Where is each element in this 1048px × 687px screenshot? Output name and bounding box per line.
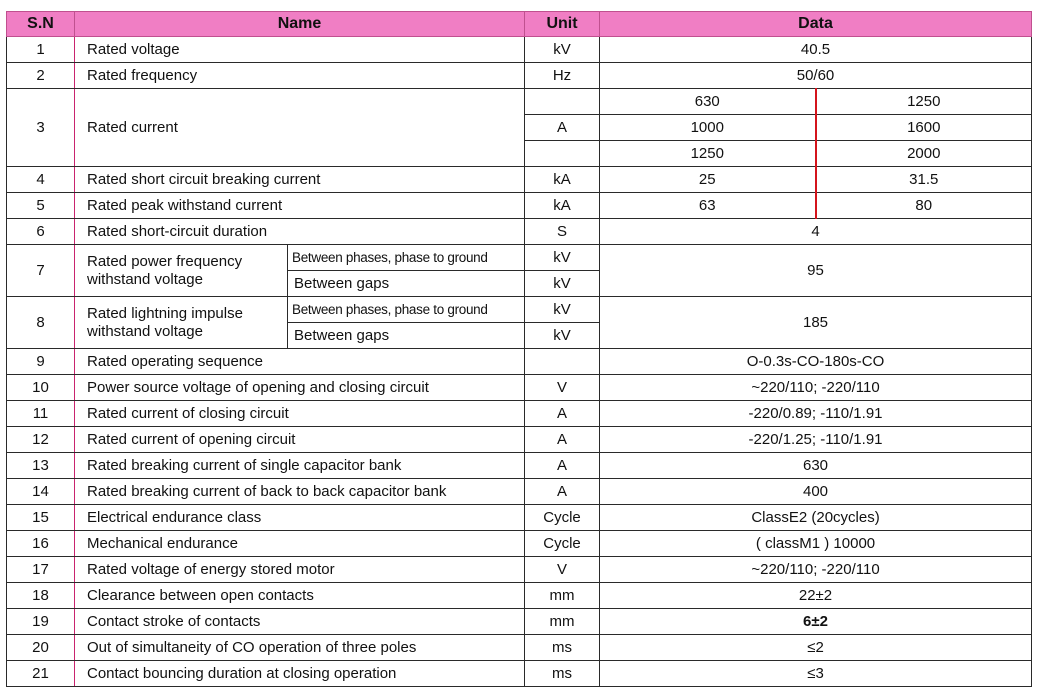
row-data: ( classM1 ) 10000: [600, 531, 1032, 557]
row-unit-empty: [525, 89, 600, 115]
row-sn: 2: [7, 63, 75, 89]
table-row: [7, 349, 1032, 375]
table-row: [7, 89, 1032, 115]
row-data: ClassE2 (20cycles): [600, 505, 1032, 531]
row-subname: Between phases, phase to ground: [288, 297, 525, 323]
header-sn: S.N: [7, 12, 75, 37]
row-unit: [525, 349, 600, 375]
row-unit-empty: [525, 141, 600, 167]
table-row: [7, 219, 1032, 245]
table-row: [7, 375, 1032, 401]
row-unit: A: [525, 453, 600, 479]
row-unit: A: [525, 427, 600, 453]
row-name: Rated current of closing circuit: [75, 401, 525, 427]
row-unit: ms: [525, 661, 600, 687]
row-data: ≤3: [600, 661, 1032, 687]
row-unit: kV: [525, 323, 600, 349]
row-data-left: 25: [600, 167, 816, 193]
row-unit: V: [525, 375, 600, 401]
table-row: [7, 505, 1032, 531]
row-sn: 6: [7, 219, 75, 245]
row-subname: Between gaps: [288, 323, 525, 349]
row-name: Rated breaking current of back to back capacitor bank: [75, 479, 525, 505]
row-data-left: 1000: [600, 115, 816, 141]
row-sn: 4: [7, 167, 75, 193]
row-name: Rated peak withstand current: [75, 193, 525, 219]
row-unit: A: [525, 115, 600, 141]
row-data: ~220/110; -220/110: [600, 375, 1032, 401]
row-name: Rated current: [75, 89, 525, 167]
row-sn: 13: [7, 453, 75, 479]
row-sn: 15: [7, 505, 75, 531]
row-data-right: 1600: [816, 115, 1032, 141]
row-unit: kV: [525, 297, 600, 323]
row-unit: A: [525, 401, 600, 427]
row-name: Rated operating sequence: [75, 349, 525, 375]
row-sn: 17: [7, 557, 75, 583]
row-name: Electrical endurance class: [75, 505, 525, 531]
row-unit: V: [525, 557, 600, 583]
specs-table: [6, 11, 1032, 687]
row-data: 6±2: [600, 609, 1032, 635]
row-data-right: 31.5: [816, 167, 1032, 193]
row-name: Rated current of opening circuit: [75, 427, 525, 453]
row-unit: S: [525, 219, 600, 245]
row-data: 95: [600, 245, 1032, 297]
row-data-left: 1250: [600, 141, 816, 167]
table-row: [7, 453, 1032, 479]
row-unit: kV: [525, 271, 600, 297]
row-name: Rated voltage of energy stored motor: [75, 557, 525, 583]
row-data-right: 1250: [816, 89, 1032, 115]
row-sn: 8: [7, 297, 75, 349]
table-row: [7, 531, 1032, 557]
table-row: [7, 297, 1032, 323]
row-data: 22±2: [600, 583, 1032, 609]
row-data: -220/0.89; -110/1.91: [600, 401, 1032, 427]
table-row: [7, 479, 1032, 505]
row-name: Rated short-circuit duration: [75, 219, 525, 245]
row-name: Rated short circuit breaking current: [75, 167, 525, 193]
row-data: O-0.3s-CO-180s-CO: [600, 349, 1032, 375]
row-name: Contact stroke of contacts: [75, 609, 525, 635]
table-row: [7, 427, 1032, 453]
row-unit: kV: [525, 245, 600, 271]
row-unit: mm: [525, 609, 600, 635]
row-data: 4: [600, 219, 1032, 245]
row-name: Clearance between open contacts: [75, 583, 525, 609]
row-sn: 1: [7, 37, 75, 63]
row-data: 630: [600, 453, 1032, 479]
table-row: [7, 63, 1032, 89]
row-sn: 16: [7, 531, 75, 557]
row-subname: Between gaps: [288, 271, 525, 297]
row-name: Rated frequency: [75, 63, 525, 89]
row-sn: 3: [7, 89, 75, 167]
row-name: Contact bouncing duration at closing operation: [75, 661, 525, 687]
row-name: Rated voltage: [75, 37, 525, 63]
row-unit: A: [525, 479, 600, 505]
row-data-right: 2000: [816, 141, 1032, 167]
header-row: [7, 12, 1032, 37]
table-row: [7, 557, 1032, 583]
table-row: [7, 609, 1032, 635]
row-sn: 10: [7, 375, 75, 401]
row-sn: 9: [7, 349, 75, 375]
row-unit: mm: [525, 583, 600, 609]
table-row: [7, 37, 1032, 63]
row-name: Rated breaking current of single capacitor bank: [75, 453, 525, 479]
row-unit: Cycle: [525, 531, 600, 557]
row-data: 185: [600, 297, 1032, 349]
table-row: [7, 661, 1032, 687]
row-sn: 11: [7, 401, 75, 427]
table-row: [7, 245, 1032, 271]
row-data: 40.5: [600, 37, 1032, 63]
row-data-left: 630: [600, 89, 816, 115]
row-subname: Between phases, phase to ground: [288, 245, 525, 271]
row-unit: kA: [525, 193, 600, 219]
row-sn: 5: [7, 193, 75, 219]
header-unit: Unit: [525, 12, 600, 37]
row-unit: kV: [525, 37, 600, 63]
row-unit: Hz: [525, 63, 600, 89]
row-data-left: 63: [600, 193, 816, 219]
table-row: [7, 167, 1032, 193]
row-data: 50/60: [600, 63, 1032, 89]
row-sn: 18: [7, 583, 75, 609]
row-sn: 14: [7, 479, 75, 505]
row-name: Out of simultaneity of CO operation of three poles: [75, 635, 525, 661]
table-row: [7, 193, 1032, 219]
row-name: Rated power frequency withstand voltage: [75, 245, 288, 297]
row-data-right: 80: [816, 193, 1032, 219]
header-data: Data: [600, 12, 1032, 37]
row-data: ~220/110; -220/110: [600, 557, 1032, 583]
row-sn: 7: [7, 245, 75, 297]
table-row: [7, 401, 1032, 427]
row-name: Mechanical endurance: [75, 531, 525, 557]
row-sn: 19: [7, 609, 75, 635]
row-data: 400: [600, 479, 1032, 505]
table-row: [7, 583, 1032, 609]
row-unit: Cycle: [525, 505, 600, 531]
row-sn: 12: [7, 427, 75, 453]
table-row: [7, 635, 1032, 661]
row-name: Rated lightning impulse withstand voltage: [75, 297, 288, 349]
header-name: Name: [75, 12, 525, 37]
row-sn: 20: [7, 635, 75, 661]
row-unit: kA: [525, 167, 600, 193]
row-name: Power source voltage of opening and closing circuit: [75, 375, 525, 401]
row-unit: ms: [525, 635, 600, 661]
row-data: -220/1.25; -110/1.91: [600, 427, 1032, 453]
row-sn: 21: [7, 661, 75, 687]
row-data: ≤2: [600, 635, 1032, 661]
